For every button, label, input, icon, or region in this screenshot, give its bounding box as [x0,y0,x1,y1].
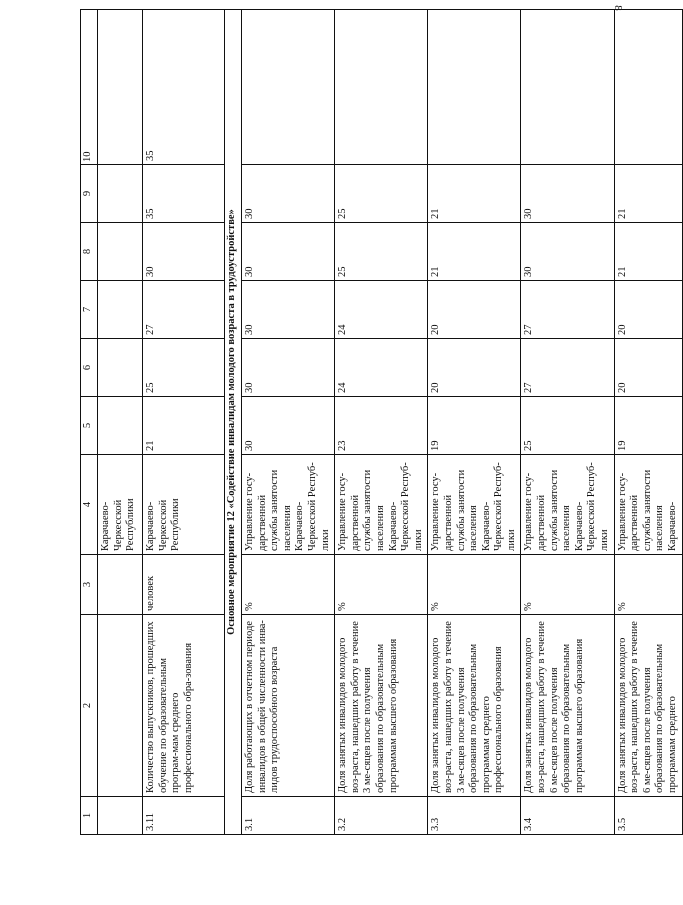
header-cell: 3 [81,555,98,615]
row-value: 25 [521,397,614,455]
row-value [98,339,143,397]
row-value: 19 [614,397,682,455]
row-organization: Управление госу-дарственной службы занятости населения Карачаево-Черкесской Респуб-лики [335,455,428,555]
row-value: 19 [428,397,521,455]
row-value: 20 [428,339,521,397]
row-number: 3.3 [428,797,521,835]
row-value: 35 [143,165,225,223]
header-cell: 5 [81,397,98,455]
row-number: 3.5 [614,797,682,835]
row-value [98,223,143,281]
row-indicator: Доля занятых инвалидов молодого воз-раста, нашедших работу в течение 3 ме-сяцев после получения образования по образовательным программам высшего образования [335,615,428,797]
row-value [521,10,614,165]
header-cell: 6 [81,339,98,397]
row-value [614,10,682,165]
row-organization: Управление госу-дарственной службы занятости населения Карачаево- [614,455,682,555]
row-value: 30 [242,281,335,339]
table-row [614,10,682,835]
row-organization: Карачаево-Черкесской Республики [98,455,143,555]
indicators-table [80,9,683,835]
row-value: 21 [143,397,225,455]
row-value: 21 [428,223,521,281]
row-unit: % [335,555,428,615]
row-number [98,797,143,835]
row-value: 25 [335,165,428,223]
row-number: 3.2 [335,797,428,835]
header-cell: 10 [81,10,98,165]
row-value [242,10,335,165]
row-value: 30 [521,223,614,281]
row-value: 30 [143,223,225,281]
row-value: 23 [335,397,428,455]
row-unit: % [521,555,614,615]
header-cell: 4 [81,455,98,555]
row-indicator [98,615,143,797]
table-row [143,10,225,835]
row-unit: человек [143,555,225,615]
row-number: 3.11 [143,797,225,835]
row-unit: % [428,555,521,615]
header-cell: 7 [81,281,98,339]
row-value: 20 [614,339,682,397]
row-value: 30 [521,165,614,223]
row-unit [98,555,143,615]
row-value: 20 [614,281,682,339]
section-row [225,10,242,835]
row-indicator: Доля занятых инвалидов молодого воз-раста, нашедших работу в течение 3 ме-сяцев после получения образования по образовательным программам среднего профессионального образования [428,615,521,797]
row-unit: % [242,555,335,615]
header-cell: 8 [81,223,98,281]
row-value: 25 [143,339,225,397]
row-unit: % [614,555,682,615]
row-organization: Управление госу-дарственной службы занятости населения Карачаево-Черкесской Респуб-лики [521,455,614,555]
row-value [98,397,143,455]
table-row [335,10,428,835]
header-cell: 2 [81,615,98,797]
row-value: 24 [335,281,428,339]
table-row-continuation [98,10,143,835]
row-value: 27 [521,281,614,339]
row-organization: Карачаево-Черкесской Республики [143,455,225,555]
row-value: 21 [614,223,682,281]
row-indicator: Доля работающих в отчетном периоде инвалидов в общей численности инва-лидов трудоспособного возраста [242,615,335,797]
header-cell: 1 [81,797,98,835]
table-row [428,10,521,835]
row-value: 27 [143,281,225,339]
header-cell: 9 [81,165,98,223]
row-indicator: Доля занятых инвалидов молодого воз-раста, нашедших работу в течение 6 ме-сяцев после получения образования по образовательным программам высшего образования [521,615,614,797]
row-organization: Управление госу-дарственной службы занятости населения Карачаево-Черкесской Респуб-лики [242,455,335,555]
row-value: 21 [614,165,682,223]
row-value: 30 [242,223,335,281]
row-value: 21 [428,165,521,223]
row-value [98,165,143,223]
row-value: 30 [242,397,335,455]
row-indicator: Доля занятых инвалидов молодого воз-раста, нашедших работу в течение 6 ме-сяцев после получения образования по образовательным программам среднего [614,615,682,797]
table-row [521,10,614,835]
row-value: 20 [428,281,521,339]
row-value [335,10,428,165]
row-value: 35 [143,10,225,165]
row-value: 30 [242,339,335,397]
row-number: 3.4 [521,797,614,835]
row-value: 24 [335,339,428,397]
row-value [98,10,143,165]
row-number: 3.1 [242,797,335,835]
page-number: 8 [611,5,624,11]
row-indicator: Количество выпускников, прошедших обучение по образовательным програм-мам среднего профессионального обра-зования [143,615,225,797]
row-value: 25 [335,223,428,281]
table-row [242,10,335,835]
header-row [81,10,98,835]
section-title: Основное мероприятие 12 «Содействие инвалидам молодого возраста в трудоустройстве» [225,10,242,835]
rotated-table-container [80,10,678,835]
row-value: 30 [242,165,335,223]
row-value: 27 [521,339,614,397]
row-value [428,10,521,165]
row-organization: Управление госу-дарственной службы занятости населения Карачаево-Черкесской Респуб-лики [428,455,521,555]
row-value [98,281,143,339]
